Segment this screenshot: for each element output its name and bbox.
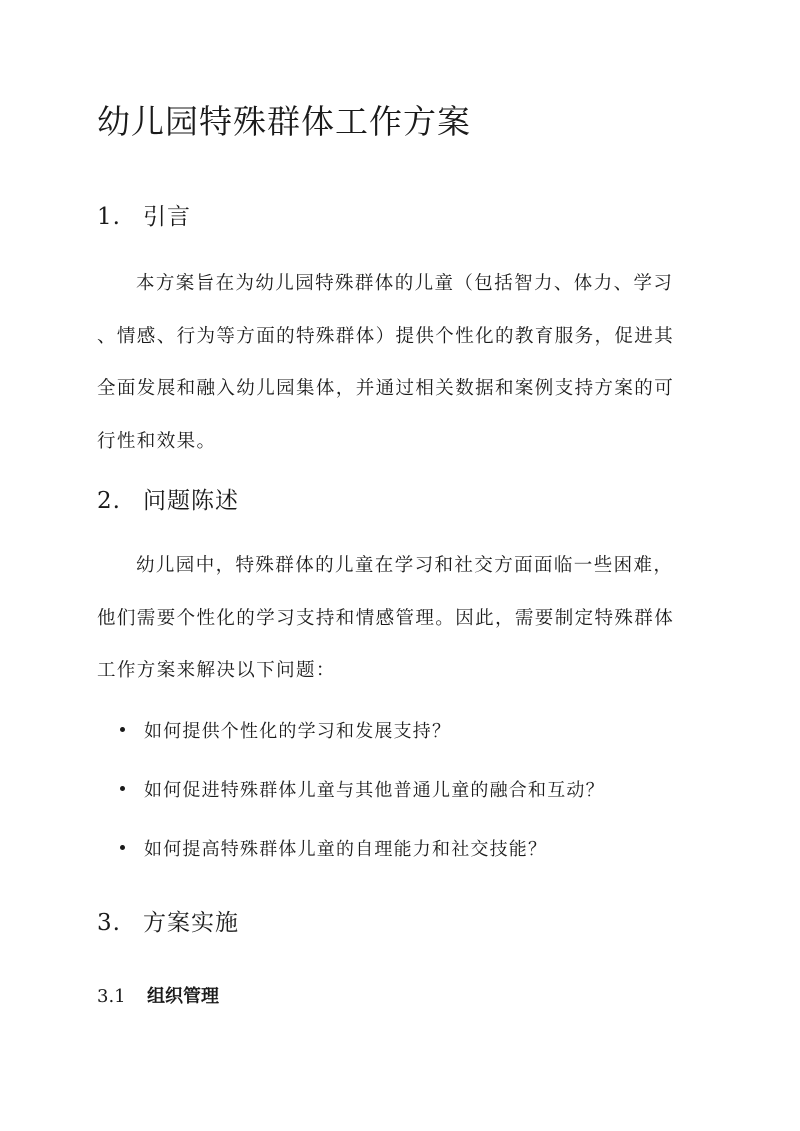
paragraph-line: 他们需要个性化的学习支持和情感管理。因此，需要制定特殊群体 bbox=[97, 607, 675, 629]
section-number: 3. bbox=[97, 910, 121, 936]
introduction-paragraph bbox=[97, 258, 702, 469]
section-heading-introduction bbox=[97, 198, 191, 231]
paragraph-line: 本方案旨在为幼儿园特殊群体的儿童（包括智力、体力、学习 bbox=[136, 273, 674, 294]
section-number: 2. bbox=[97, 488, 121, 514]
list-item-text: 如何提高特殊群体儿童的自理能力和社交技能？ bbox=[144, 839, 548, 860]
paragraph-line: 、情感、行为等方面的特殊群体）提供个性化的教育服务，促进其 bbox=[97, 325, 675, 347]
section-number: 1. bbox=[97, 204, 121, 230]
section-heading-implementation bbox=[97, 904, 239, 937]
bullet-dot-icon bbox=[120, 727, 125, 732]
list-item-text: 如何提供个性化的学习和发展支持？ bbox=[144, 721, 452, 742]
section-heading-problem-statement bbox=[97, 482, 239, 515]
paragraph-line: 幼儿园中，特殊群体的儿童在学习和社交方面面临一些困难， bbox=[136, 555, 674, 576]
bullet-dot-icon bbox=[120, 845, 125, 850]
section-title: 方案实施 bbox=[143, 910, 239, 936]
paragraph-line: 全面发展和融入幼儿园集体，并通过相关数据和案例支持方案的可 bbox=[97, 378, 675, 400]
list-item-text: 如何促进特殊群体儿童与其他普通儿童的融合和互动？ bbox=[144, 780, 605, 801]
section-title: 引言 bbox=[143, 204, 191, 230]
subsection-heading-organization bbox=[97, 982, 219, 1008]
subsection-title: 组织管理 bbox=[147, 986, 219, 1007]
bullet-dot-icon bbox=[120, 786, 125, 791]
paragraph-line: 工作方案来解决以下问题： bbox=[97, 660, 336, 682]
paragraph-line: 行性和效果。 bbox=[97, 431, 217, 453]
document-title: 幼儿园特殊群体工作方案 bbox=[97, 102, 471, 141]
problem-statement-paragraph bbox=[97, 540, 702, 698]
section-title: 问题陈述 bbox=[143, 488, 239, 514]
subsection-number: 3.1 bbox=[97, 986, 126, 1007]
